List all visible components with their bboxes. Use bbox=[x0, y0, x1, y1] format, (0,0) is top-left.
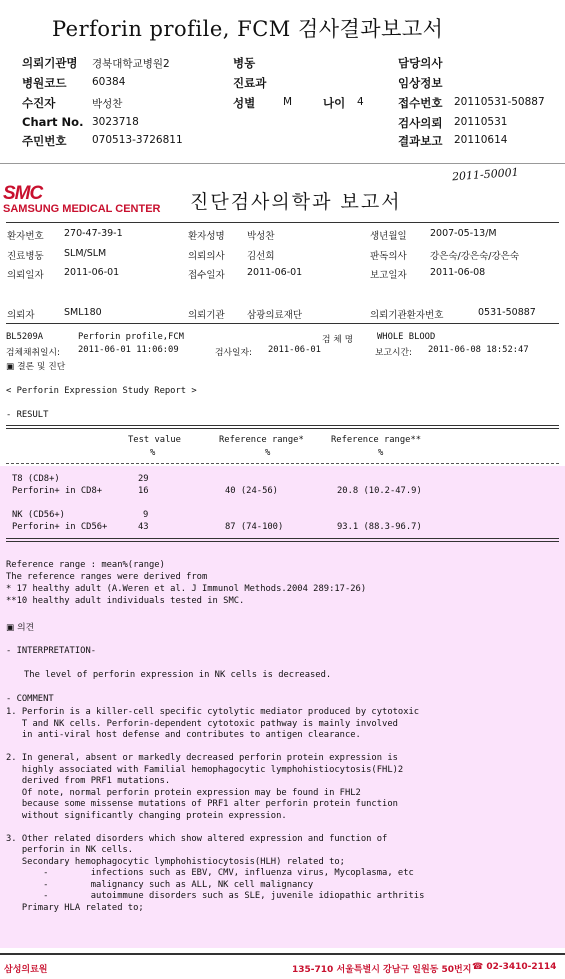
info-label: 수진자 bbox=[22, 96, 56, 110]
interpretation-text: The level of perforin expression in NK cells is decreased. bbox=[24, 670, 332, 680]
table-rule bbox=[6, 428, 559, 429]
info-label: 검사의뢰 bbox=[398, 116, 443, 130]
study-title: < Perforin Expression Study Report > bbox=[6, 386, 197, 396]
patient-label: 판독의사 bbox=[370, 251, 407, 262]
comment-line: - autoimmune disorders such as SLE, juvenile idiopathic arthritis bbox=[6, 891, 425, 901]
patient-value: 2011-06-01 bbox=[64, 267, 120, 278]
comment-line: T and NK cells. Perforin-dependent cytotoxic pathway is mainly involved bbox=[6, 718, 398, 729]
footer-rule bbox=[0, 953, 565, 955]
specimen-label: 검 체 명 bbox=[322, 335, 354, 345]
col-unit: % bbox=[150, 448, 156, 458]
comment-line: derived from PRF1 mutations. bbox=[6, 776, 171, 786]
footer-left: 삼성의료원 bbox=[4, 965, 48, 975]
comment-line: highly associated with Familial hemophagocytic lymphohistiocytosis(FHL)2 bbox=[6, 764, 404, 775]
patient-value: 2011-06-01 bbox=[247, 267, 303, 278]
footer-address: 135-710 서울특별시 강남구 일원동 50번지 bbox=[292, 965, 472, 975]
table-rule bbox=[6, 425, 559, 426]
table-cell: 40 (24-56) bbox=[225, 486, 278, 496]
info-label: 접수번호 bbox=[398, 96, 443, 110]
comment-line: in anti-viral host defense and contributes to antigen clearance. bbox=[6, 730, 361, 740]
comment-line: without significantly changing protein expression. bbox=[6, 810, 287, 821]
comment-line: perforin in NK cells. bbox=[6, 845, 134, 855]
age-label: 나이 bbox=[323, 96, 346, 110]
info-value: 경북대학교병원2 bbox=[92, 58, 170, 70]
table-cell: 16 bbox=[138, 486, 149, 496]
table-cell: 87 (74-100) bbox=[225, 522, 284, 532]
age-value: 4 bbox=[357, 96, 364, 108]
comment-line: Of note, normal perforin protein expression may be found in FHL2 bbox=[6, 787, 361, 798]
test-name: Perforin profile,FCM bbox=[78, 332, 184, 342]
test-code: BL5209A bbox=[6, 332, 44, 342]
ref-note: Reference range : mean%(range) bbox=[6, 560, 165, 570]
table-cell: 9 bbox=[143, 510, 149, 520]
comment-line: - infections such as EBV, CMV, influenza virus, Mycoplasma, etc bbox=[6, 868, 414, 878]
comment-label: - COMMENT bbox=[6, 694, 54, 704]
patient-label: 환자성명 bbox=[188, 231, 225, 242]
patient-value: 박성찬 bbox=[247, 231, 275, 242]
ref-note: **10 healthy adult individuals tested in SMC. bbox=[6, 596, 245, 606]
patient-label: 생년월일 bbox=[370, 231, 407, 242]
patient-value: 2007-05-13/M bbox=[430, 228, 497, 239]
patient-label: 의뢰일자 bbox=[7, 270, 44, 281]
comment-line: 2. In general, absent or markedly decreased perforin protein expression is bbox=[6, 753, 398, 763]
patient-value: SML180 bbox=[64, 307, 102, 318]
handwritten-note: 2011-50001 bbox=[451, 165, 520, 184]
report-time-value: 2011-06-08 18:52:47 bbox=[428, 345, 529, 355]
info-label: 주민번호 bbox=[22, 134, 67, 148]
col-unit: % bbox=[378, 448, 384, 458]
smc-logo bbox=[3, 183, 160, 215]
col-header: Test value bbox=[128, 435, 181, 445]
patient-label: 의뢰기관환자번호 bbox=[370, 310, 444, 321]
comment-line: 3. Other related disorders which show altered expression and function of bbox=[6, 833, 388, 844]
col-header: Reference range* bbox=[219, 435, 304, 445]
patient-value: 2011-06-08 bbox=[430, 267, 486, 278]
info-value: 20110614 bbox=[454, 134, 508, 146]
ref-note: The reference ranges were derived from bbox=[6, 572, 208, 582]
col-header: Reference range** bbox=[331, 435, 422, 445]
info-label: 성별 bbox=[233, 96, 256, 110]
comment-line bbox=[6, 822, 424, 834]
table-cell: 29 bbox=[138, 474, 149, 484]
patient-value: 삼광의료재단 bbox=[247, 310, 303, 321]
comment-line: 1. Perforin is a killer-cell specific cytolytic mediator produced by cytotoxic bbox=[6, 707, 420, 717]
interpretation-label: - INTERPRETATION- bbox=[6, 646, 97, 656]
info-label: 의뢰기관명 bbox=[22, 56, 78, 70]
patient-label: 환자번호 bbox=[7, 231, 44, 242]
info-value: M bbox=[283, 96, 293, 108]
info-value: 박성찬 bbox=[92, 98, 123, 110]
report-time-label: 보고시간: bbox=[375, 348, 412, 358]
info-value: 60384 bbox=[92, 76, 126, 88]
patient-value: 강은숙/강은숙/강은숙 bbox=[430, 251, 519, 262]
table-rule bbox=[6, 463, 559, 464]
specimen-value: WHOLE BLOOD bbox=[377, 332, 436, 342]
patient-label: 보고일자 bbox=[370, 270, 407, 281]
comment-line: Primary HLA related to; bbox=[6, 902, 144, 913]
comment-line: because some missense mutations of PRF1 alter perforin protein function bbox=[6, 799, 398, 809]
comment-line: - malignancy such as ALL, NK cell malignancy bbox=[6, 879, 314, 890]
section-result-heading: ▣ 결론 및 진단 bbox=[6, 362, 66, 372]
info-label: 결과보고 bbox=[398, 134, 443, 148]
info-label: 병원코드 bbox=[22, 76, 67, 90]
divider bbox=[6, 222, 559, 223]
info-label: 담당의사 bbox=[398, 56, 443, 70]
patient-label: 의뢰기관 bbox=[188, 310, 225, 321]
collect-label: 검체채취일시: bbox=[6, 348, 60, 358]
comment-block bbox=[6, 707, 424, 914]
table-row: Perforin+ in CD56+ bbox=[12, 522, 108, 532]
table-row: Perforin+ in CD8+ bbox=[12, 486, 103, 496]
logo-name: SAMSUNG MEDICAL CENTER bbox=[3, 203, 161, 215]
ref-note: * 17 healthy adult (A.Weren et al. J Immunol Methods.2004 289:17-26) bbox=[6, 584, 367, 594]
patient-label: 진료병동 bbox=[7, 251, 44, 262]
divider bbox=[6, 323, 559, 324]
info-value: 20110531-50887 bbox=[454, 96, 545, 108]
logo-mark: SMC bbox=[3, 183, 43, 204]
patient-value: 0531-50887 bbox=[478, 307, 536, 318]
section-opinion-heading: ▣ 의견 bbox=[6, 623, 35, 633]
table-row: NK (CD56+) bbox=[12, 510, 65, 520]
collect-value: 2011-06-01 11:06:09 bbox=[78, 345, 179, 355]
patient-label: 의뢰의사 bbox=[188, 251, 225, 262]
table-cell: 43 bbox=[138, 522, 149, 532]
table-row: T8 (CD8+) bbox=[12, 474, 60, 484]
document-title: Perforin profile, FCM 검사결과보고서 bbox=[52, 17, 444, 41]
result-label: - RESULT bbox=[6, 410, 49, 420]
receipt-value: 2011-06-01 bbox=[268, 345, 321, 355]
info-label: 임상정보 bbox=[398, 76, 443, 90]
info-label: 병동 bbox=[233, 56, 256, 70]
col-unit: % bbox=[265, 448, 271, 458]
receipt-label: 검사일자: bbox=[215, 348, 252, 358]
info-value: 3023718 bbox=[92, 116, 139, 128]
patient-value: 270-47-39-1 bbox=[64, 228, 123, 239]
table-rule bbox=[6, 538, 559, 539]
table-rule bbox=[6, 541, 559, 542]
info-label: Chart No. bbox=[22, 115, 84, 129]
info-label: 진료과 bbox=[233, 76, 267, 90]
table-cell: 20.8 (10.2-47.9) bbox=[337, 486, 422, 496]
info-value: 20110531 bbox=[454, 116, 508, 128]
patient-value: 김선희 bbox=[247, 251, 275, 262]
report-title: 진단검사의학과 보고서 bbox=[190, 191, 402, 213]
comment-line bbox=[6, 742, 424, 754]
divider bbox=[0, 163, 565, 164]
footer-phone: ☎ 02-3410-2114 bbox=[472, 962, 557, 972]
table-cell: 93.1 (88.3-96.7) bbox=[337, 522, 422, 532]
patient-label: 의뢰자 bbox=[7, 310, 35, 321]
info-value: 070513-3726811 bbox=[92, 134, 183, 146]
patient-value: SLM/SLM bbox=[64, 248, 107, 259]
comment-line: Secondary hemophagocytic lymphohistiocytosis(HLH) related to; bbox=[6, 856, 345, 867]
patient-label: 접수일자 bbox=[188, 270, 225, 281]
